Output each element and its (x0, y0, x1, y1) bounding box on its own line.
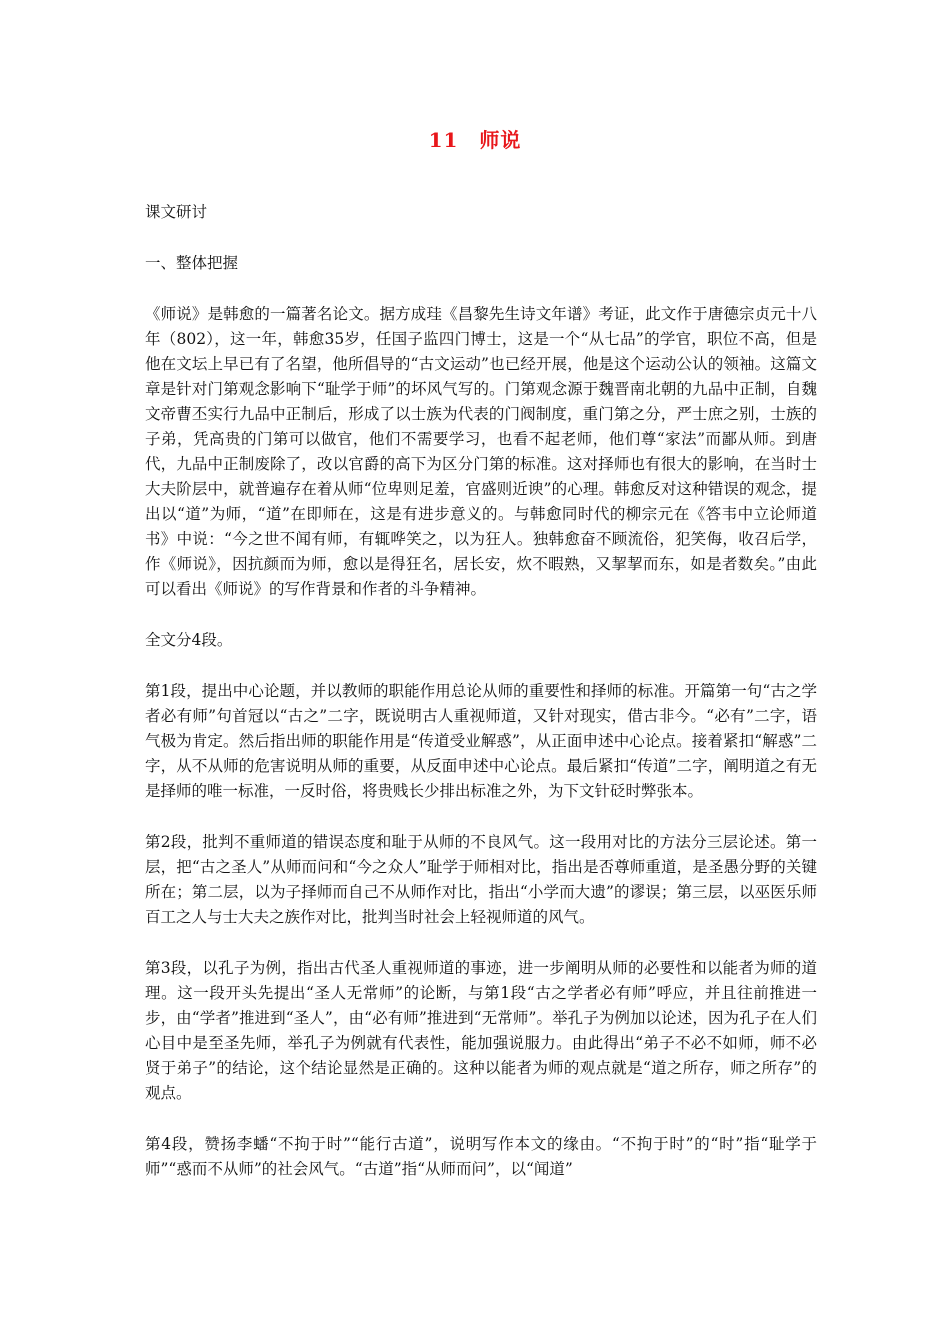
paragraph-background: 《师说》是韩愈的一篇著名论文。据方成珪《昌黎先生诗文年谱》考证，此文作于唐德宗贞元十八年（802），这一年，韩愈35岁，任国子监四门博士，这是一个“从七品”的学官，职位不高，但是他在文坛上早已有了名望，他所倡导的“古文运动”也已经开展，他是这个运动公认的领袖。这篇文章是针对门第观念影响下“耻学于师”的坏风气写的。门第观念源于魏晋南北朝的九品中正制，自魏文帝曹丕实行九品中正制后，形成了以士族为代表的门阀制度，重门第之分，严士庶之别，士族的子弟，凭高贵的门第可以做官，他们不需要学习，也看不起老师，他们尊“家法”而鄙从师。到唐代，九品中正制废除了，改以官爵的高下为区分门第的标准。这对择师也有很大的影响，在当时士大夫阶层中，就普遍存在着从师“位卑则足羞，官盛则近谀”的心理。韩愈反对这种错误的观念，提出以“道”为师，“道”在即师在，这是有进步意义的。与韩愈同时代的柳宗元在《答韦中立论师道书》中说：“今之世不闻有师，有辄哗笑之，以为狂人。独韩愈奋不顾流俗，犯笑侮，收召后学，作《师说》，因抗颜而为师，愈以是得狂名，居长安，炊不暇熟，又挈挈而东，如是者数矣。”由此可以看出《师说》的写作背景和作者的斗争精神。 (145, 305, 817, 598)
subsection-label: 一、整体把握 (145, 254, 239, 272)
paragraph-section-4: 第4段，赞扬李蟠“不拘于时”“能行古道”，说明写作本文的缘由。“不拘于时”的“时”指“耻学于师”“惑而不从师”的社会风气。“古道”指“从师而问”，以“闻道” (145, 1135, 817, 1178)
paragraph-structure: 全文分4段。 (145, 631, 233, 649)
document-title: 11 师说 (428, 128, 522, 152)
paragraph-section-2: 第2段，批判不重师道的错误态度和耻于从师的不良风气。这一段用对比的方法分三层论述。第一层，把“古之圣人”从师而问和“今之众人”耻学于师相对比，指出是否尊师重道，是圣愚分野的关键所在；第二层，以为子择师而自己不从师作对比，指出“小学而大遗”的谬误；第三层，以巫医乐师百工之人与士大夫之族作对比，批判当时社会上轻视师道的风气。 (145, 833, 817, 926)
section-label: 课文研讨 (145, 203, 208, 221)
document-body (145, 200, 817, 1208)
paragraph-section-1: 第1段，提出中心论题，并以教师的职能作用总论从师的重要性和择师的标准。开篇第一句“古之学者必有师”句首冠以“古之”二字，既说明古人重视师道，又针对现实，借古非今。“必有”二字，语气极为肯定。然后指出师的职能作用是“传道受业解惑”，从正面申述中心论点。接着紧扣“解惑”二字，从不从师的危害说明从师的重要，从反面申述中心论点。最后紧扣“传道”二字，阐明道之有无是择师的唯一标准，一反时俗，将贵贱长少排出标准之外，为下文针砭时弊张本。 (145, 682, 817, 800)
paragraph-section-3: 第3段，以孔子为例，指出古代圣人重视师道的事迹，进一步阐明从师的必要性和以能者为师的道理。这一段开头先提出“圣人无常师”的论断，与第1段“古之学者必有师”呼应，并且往前推进一步，由“学者”推进到“圣人”，由“必有师”推进到“无常师”。举孔子为例加以论述，因为孔子在人们心目中是至圣先师，举孔子为例就有代表性，能加强说服力。由此得出“弟子不必不如师，师不必贤于弟子”的结论，这个结论显然是正确的。这种以能者为师的观点就是“道之所存，师之所存”的观点。 (145, 959, 817, 1102)
